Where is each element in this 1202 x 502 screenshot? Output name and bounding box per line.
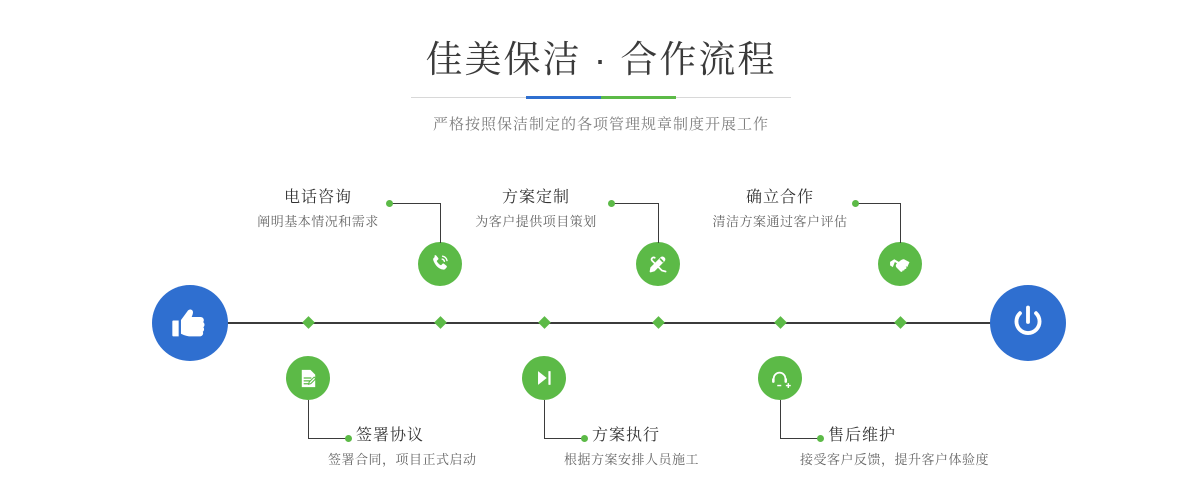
step-desc-4: 根据方案安排人员施工 bbox=[564, 452, 700, 467]
timeline-start-badge bbox=[152, 285, 228, 361]
step-desc-3: 为客户提供项目策划 bbox=[475, 214, 597, 229]
step-connector-3-horizontal bbox=[612, 203, 658, 204]
step-connector-5-horizontal bbox=[856, 203, 900, 204]
document-edit-icon bbox=[297, 367, 320, 390]
step-connector-1-horizontal bbox=[390, 203, 440, 204]
step-connector-2-vertical bbox=[308, 400, 309, 438]
axis-marker-3 bbox=[652, 316, 665, 329]
step-desc-1: 阐明基本情况和需求 bbox=[257, 214, 379, 229]
step-connector-6-horizontal bbox=[780, 438, 820, 439]
axis-marker-5 bbox=[894, 316, 907, 329]
axis-marker-1 bbox=[434, 316, 447, 329]
step-label-5 bbox=[706, 188, 854, 231]
step-connector-3-vertical bbox=[658, 203, 659, 243]
step-connector-6-vertical bbox=[780, 400, 781, 438]
step-title-4: 方案执行 bbox=[592, 427, 661, 444]
step-node-6[interactable] bbox=[758, 356, 802, 400]
step-title-6: 售后维护 bbox=[828, 427, 897, 444]
play-forward-icon bbox=[533, 367, 555, 389]
step-connector-dot-2 bbox=[345, 435, 352, 442]
step-label-1 bbox=[248, 188, 388, 231]
step-connector-4-vertical bbox=[544, 400, 545, 438]
step-connector-2-horizontal bbox=[308, 438, 348, 439]
step-node-3[interactable] bbox=[636, 242, 680, 286]
step-title-3: 方案定制 bbox=[501, 189, 570, 206]
step-label-2 bbox=[328, 426, 477, 469]
power-icon bbox=[1007, 302, 1049, 344]
step-label-4 bbox=[564, 426, 700, 469]
step-title-2: 签署协议 bbox=[356, 427, 425, 444]
step-title-1: 电话咨询 bbox=[283, 189, 352, 206]
step-connector-dot-4 bbox=[581, 435, 588, 442]
timeline bbox=[0, 160, 1202, 502]
step-desc-2: 签署合同，项目正式启动 bbox=[328, 452, 477, 467]
thumbs-up-icon bbox=[170, 303, 210, 343]
headset-support-icon bbox=[769, 367, 792, 390]
phone-call-icon bbox=[428, 252, 452, 276]
step-desc-6: 接受客户反馈，提升客户体验度 bbox=[800, 452, 990, 467]
axis-marker-6 bbox=[774, 316, 787, 329]
step-connector-1-vertical bbox=[440, 203, 441, 243]
pencil-ruler-icon bbox=[646, 252, 670, 276]
step-connector-dot-6 bbox=[817, 435, 824, 442]
step-label-6 bbox=[800, 426, 990, 469]
handshake-icon bbox=[888, 252, 913, 277]
divider-segment-blue bbox=[526, 96, 601, 99]
step-label-3 bbox=[462, 188, 610, 231]
page-title: 佳美保洁 · 合作流程 bbox=[425, 39, 777, 80]
step-node-2[interactable] bbox=[286, 356, 330, 400]
header bbox=[0, 0, 1202, 134]
timeline-end-badge bbox=[990, 285, 1066, 361]
divider-segment-green bbox=[601, 96, 676, 99]
step-title-5: 确立合作 bbox=[745, 189, 814, 206]
axis-marker-2 bbox=[302, 316, 315, 329]
step-node-5[interactable] bbox=[878, 242, 922, 286]
step-desc-5: 清洁方案通过客户评估 bbox=[712, 214, 848, 229]
step-node-4[interactable] bbox=[522, 356, 566, 400]
step-node-1[interactable] bbox=[418, 242, 462, 286]
title-divider bbox=[411, 96, 791, 99]
page-subtitle: 严格按照保洁制定的各项管理规章制度开展工作 bbox=[432, 116, 769, 133]
step-connector-4-horizontal bbox=[544, 438, 584, 439]
axis-marker-4 bbox=[538, 316, 551, 329]
step-connector-5-vertical bbox=[900, 203, 901, 243]
